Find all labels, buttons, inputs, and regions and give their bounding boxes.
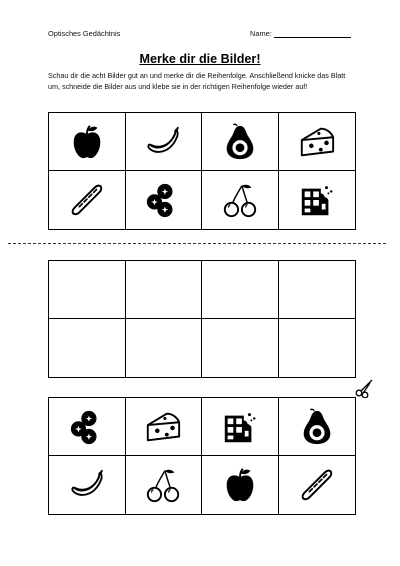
cherries-icon — [221, 181, 259, 219]
fold-line — [8, 243, 386, 244]
cutout-cell — [202, 456, 279, 514]
blueberries-icon — [68, 408, 106, 446]
name-field — [250, 29, 351, 38]
memorize-cell — [202, 171, 279, 229]
memorize-cell — [49, 171, 126, 229]
memorize-cell — [202, 113, 279, 171]
banana-icon — [144, 123, 182, 161]
memorize-cell — [279, 113, 356, 171]
answer-cell — [202, 261, 279, 319]
answer-grid — [48, 260, 356, 378]
answer-cell — [126, 261, 203, 319]
memorize-grid — [48, 112, 356, 230]
name-label: Name: — [250, 29, 272, 38]
avocado-icon — [298, 408, 336, 446]
name-write-line — [274, 30, 351, 38]
cherries-icon — [144, 466, 182, 504]
cutout-grid — [48, 397, 356, 515]
apple-icon — [221, 466, 259, 504]
scissors-icon — [355, 378, 375, 403]
answer-cell — [126, 319, 203, 377]
cutout-cell — [126, 398, 203, 456]
cutout-cell — [49, 398, 126, 456]
cutout-cell — [126, 456, 203, 514]
cutout-cell — [202, 398, 279, 456]
banana-icon — [68, 466, 106, 504]
memorize-cell — [126, 113, 203, 171]
answer-cell — [279, 319, 356, 377]
cheese-icon — [144, 408, 182, 446]
page-title: Merke dir die Bilder! — [139, 52, 261, 66]
baguette-icon — [298, 466, 336, 504]
worksheet-category: Optisches Gedächtnis — [48, 29, 121, 38]
chocolate-icon — [221, 408, 259, 446]
answer-cell — [49, 319, 126, 377]
memorize-cell — [49, 113, 126, 171]
avocado-icon — [221, 123, 259, 161]
cutout-cell — [49, 456, 126, 514]
answer-cell — [279, 261, 356, 319]
answer-cell — [202, 319, 279, 377]
baguette-icon — [68, 181, 106, 219]
answer-cell — [49, 261, 126, 319]
apple-icon — [68, 123, 106, 161]
instructions-text: Schau dir die acht Bilder gut an und merke dir die Reihenfolge. Anschließend knicke das Blatt um, schneide die Bilder aus und klebe sie in der richtigen Reihenfolge wieder auf! — [48, 71, 346, 91]
cheese-icon — [298, 123, 336, 161]
cutout-cell — [279, 398, 356, 456]
memorize-cell — [279, 171, 356, 229]
chocolate-icon — [298, 181, 336, 219]
cutout-cell — [279, 456, 356, 514]
blueberries-icon — [144, 181, 182, 219]
memorize-cell — [126, 171, 203, 229]
